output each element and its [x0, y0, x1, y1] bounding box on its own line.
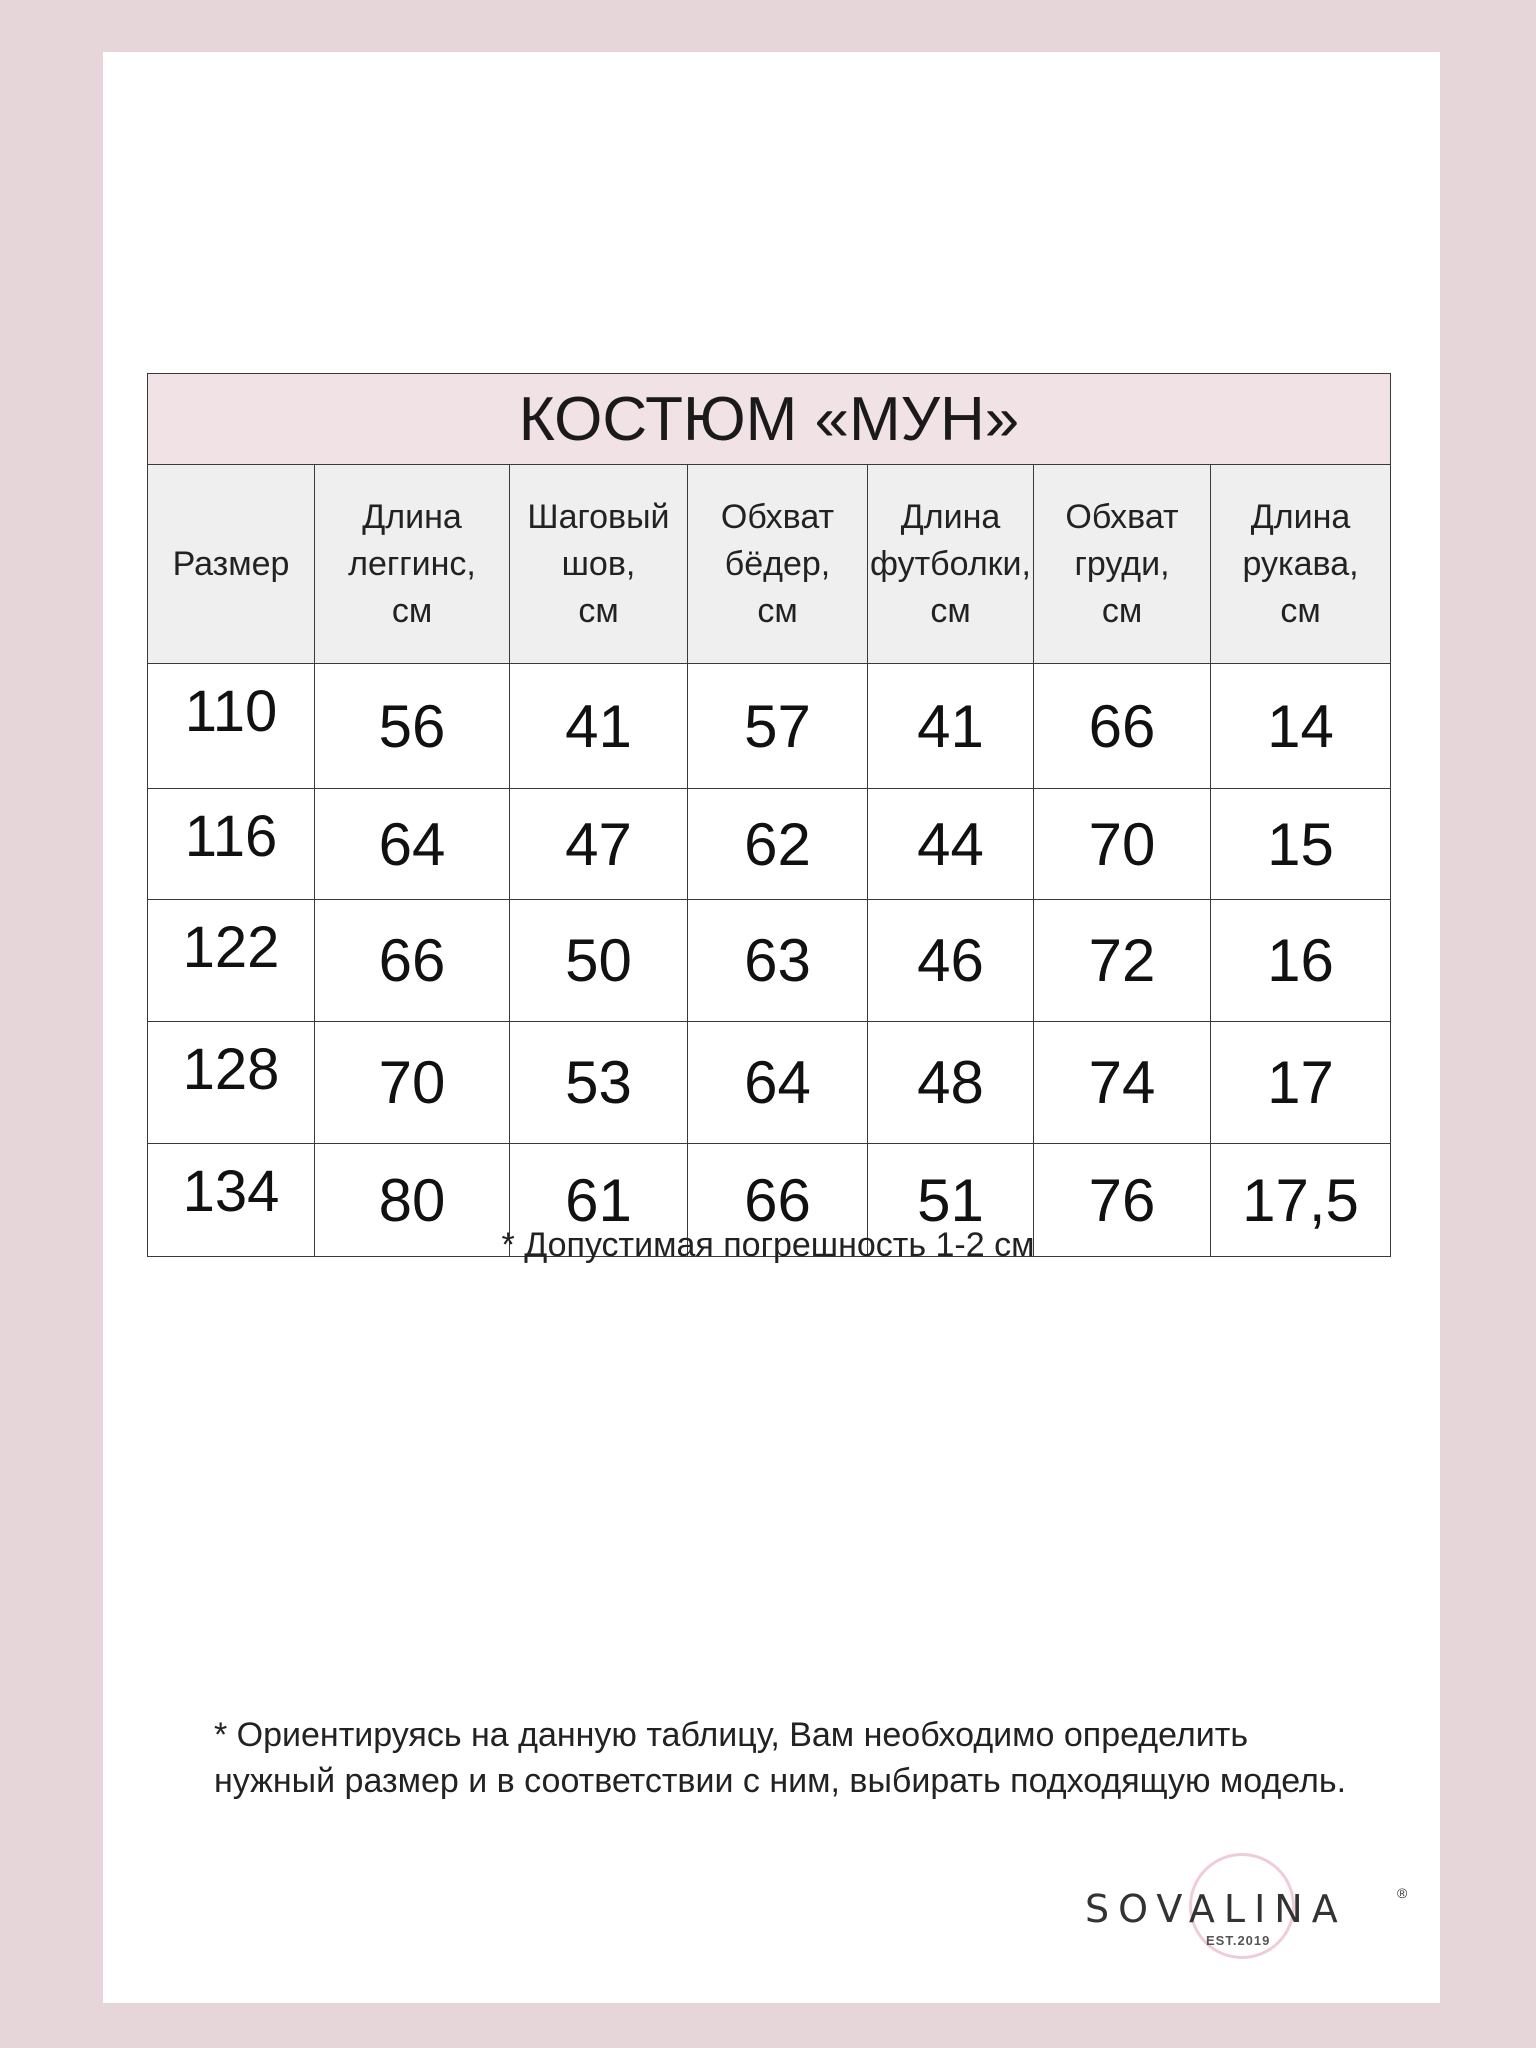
header-size: Размер	[148, 465, 315, 664]
inseam-value: 50	[510, 900, 688, 1022]
sleeve-length-value: 15	[1211, 789, 1391, 900]
tolerance-note: * Допустимая погрешность 1-2 см	[501, 1226, 1035, 1264]
table-title: КОСТЮМ «МУН»	[148, 374, 1391, 465]
size-value: 134	[148, 1144, 315, 1257]
chest-girth-value: 76	[1034, 1144, 1211, 1257]
sleeve-length-value: 17	[1211, 1022, 1391, 1144]
leggings-length-value: 56	[315, 664, 510, 789]
table-row	[148, 664, 1391, 789]
header-sleeve-length: Длина рукава, см	[1211, 465, 1391, 664]
sleeve-length-value: 16	[1211, 900, 1391, 1022]
header-hip-girth: Обхват бёдер, см	[688, 465, 868, 664]
size-value: 122	[148, 900, 315, 1022]
table-row	[148, 789, 1391, 900]
header-chest-girth: Обхват груди, см	[1034, 465, 1211, 664]
hip-girth-value: 63	[688, 900, 868, 1022]
logo-wordmark: SOVALINA	[1085, 1887, 1347, 1931]
hip-girth-value: 62	[688, 789, 868, 900]
hip-girth-value: 66	[688, 1144, 868, 1257]
tshirt-length-value: 51	[868, 1144, 1034, 1257]
tshirt-length-value: 44	[868, 789, 1034, 900]
hip-girth-value: 64	[688, 1022, 868, 1144]
chest-girth-value: 66	[1034, 664, 1211, 789]
inseam-value: 41	[510, 664, 688, 789]
sleeve-length-value: 17,5	[1211, 1144, 1391, 1257]
registered-mark: ®	[1397, 1885, 1408, 1901]
chest-girth-value: 72	[1034, 900, 1211, 1022]
logo-established: EST.2019	[1206, 1933, 1271, 1948]
inseam-value: 47	[510, 789, 688, 900]
table-row	[148, 1022, 1391, 1144]
brand-logo	[1085, 1853, 1415, 1963]
size-value: 110	[148, 664, 315, 789]
chest-girth-value: 74	[1034, 1022, 1211, 1144]
tshirt-length-value: 48	[868, 1022, 1034, 1144]
tshirt-length-value: 41	[868, 664, 1034, 789]
guidance-note: * Ориентируясь на данную таблицу, Вам необходимо определить нужный размер и в соответствии с ним, выбирать подходящую модель.	[214, 1716, 1347, 1800]
sleeve-length-value: 14	[1211, 664, 1391, 789]
size-value: 128	[148, 1022, 315, 1144]
header-leggings-length: Длина леггинс, см	[315, 465, 510, 664]
leggings-length-value: 70	[315, 1022, 510, 1144]
header-row	[148, 465, 1391, 664]
table-row	[148, 900, 1391, 1022]
chest-girth-value: 70	[1034, 789, 1211, 900]
leggings-length-value: 64	[315, 789, 510, 900]
inseam-value: 53	[510, 1022, 688, 1144]
size-table	[147, 373, 1391, 1257]
size-value: 116	[148, 789, 315, 900]
hip-girth-value: 57	[688, 664, 868, 789]
tshirt-length-value: 46	[868, 900, 1034, 1022]
inseam-value: 61	[510, 1144, 688, 1257]
leggings-length-value: 80	[315, 1144, 510, 1257]
header-tshirt-length: Длина футболки, см	[868, 465, 1034, 664]
leggings-length-value: 66	[315, 900, 510, 1022]
header-inseam: Шаговый шов, см	[510, 465, 688, 664]
